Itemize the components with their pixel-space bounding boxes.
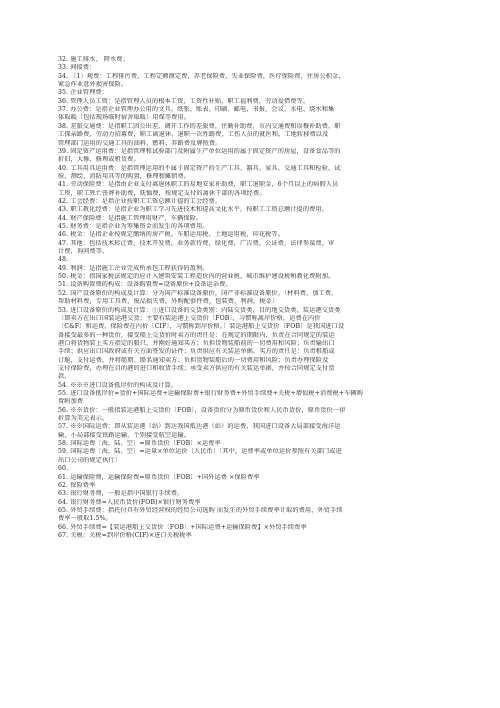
text-line: 41. 劳动保险费：是指由企业支付离退休职工的易地安家补助费，职工退职金，6个月以上的病假人员 bbox=[58, 181, 339, 189]
text-line: 49. 利润：是指施工企业完成所承包工程获得的盈利。 bbox=[58, 264, 209, 272]
text-line: 46. 税金：是指企业按规定缴纳的房产税、车船运用税、土地运用税、印花税等。 bbox=[58, 231, 284, 239]
text-line: 工资，职工死亡丧葬补助费，抚恤费，按规定支付的离休干部的各项经费。 bbox=[58, 189, 266, 197]
text-line: 51. 设备购置费的构成：设备购置费=设备原价+设备运杂费。 bbox=[58, 281, 232, 289]
text-line: 〔C&F〕和运费，保险费在内价〔CIF〕，习惯称到岸价格。〕装运港船上交货价〔FOB〕是我国进口设 bbox=[58, 323, 345, 331]
text-line: 43. 职工教化经费：是指企业为职工学习先进技术和提高文化水平，按职工工资总额计提的费用。 bbox=[58, 206, 328, 214]
text-line: 60. bbox=[58, 465, 69, 473]
text-line: 58. 国际运费〔海、陆、空〕=原币货价〔FOB〕×运费率 bbox=[58, 440, 221, 448]
text-line: 管理部门运用的交通工具的油料、燃料、养路费及牌照费。 bbox=[58, 139, 222, 147]
text-line: 港口将货物装上买方指定的船只，并刚好通知买方；负担货物装船前的一切费用和风险；负责输出口 bbox=[58, 339, 335, 347]
text-line: 54. ※※※进口设备抵岸价的构成及计算。 bbox=[58, 381, 178, 389]
text-line: 52. 国产设备原价的构成及计算：分为国产标准设备原价，国产非标准设备原价。〔材料费，加工费， bbox=[58, 289, 338, 297]
text-line: 35. 企业管理费： bbox=[58, 89, 108, 97]
text-line: 紧急作业意外损害保险。 bbox=[58, 81, 128, 89]
text-line: 56. ※※货价：一般指装运港船上交货价〔FOB〕，设备货价分为原币货价和人民币货价，原币货价一律 bbox=[58, 406, 346, 414]
text-line: 验、测绘，消防用具等的购置，修理和摊销费。 bbox=[58, 172, 191, 180]
text-line: 输，小局部接受铁路运输，个别接受航空运输。 bbox=[58, 431, 191, 439]
text-line: 44. 财产保险费：是指施工管理用财产、车辆保险。 bbox=[58, 214, 203, 222]
text-line: 〔即卖方在出口国装运港交货；主要有装运港上交货价〔FOB〕，习惯称离岸价格，运费在内价 bbox=[58, 314, 321, 322]
text-line: 53. 进口设备原价的构成及计算：①进口设备的交货类别：内陆交货类，目的地交货类，装运港交货类 bbox=[58, 306, 341, 314]
text-line: 计费，询问费等。 bbox=[58, 248, 109, 256]
text-line: 备接受最多的一种货价，接受船上交货价时卖方的责任是：在规定的期限内，负责在合同规定的装运 bbox=[58, 331, 335, 339]
text-line: 57. ※※国际运费：即从装运港（站）到达我国抵达港（站）的运费，我国进口设备大局部接受海洋运 bbox=[58, 423, 341, 431]
text-line: 61. 运输保险费，运输保险费=原币货价〔FOB〕+国外运费 ×保险费率 bbox=[58, 473, 260, 481]
text-line: 67. 关税：关税=到岸价格(CIF)×进口关税税率 bbox=[58, 531, 192, 539]
text-line: 38. 差旅交通费：是指职工因公出差、调开工作的差旅费，住勤补助费，市内交通费和误餐补助费，职 bbox=[58, 122, 341, 130]
text-line: 折旧，大修，修理或租赁费。 bbox=[58, 156, 140, 164]
text-line: 48. bbox=[58, 256, 69, 264]
text-line: 40. 工具用具运用费：是指管理运用的不属于固定资产的生产工具、器具、家具、交通工具和检验，试 bbox=[58, 164, 341, 172]
text-line: 手续；供应出口国政府或有关方面签发的证件；负责供应有关装运单据。买方的责任是：负责租船或 bbox=[58, 348, 335, 356]
text-line: 帮助材料费，专用工具费，废品损失费，外购配套件费，包装费，利润，税金〕 bbox=[58, 298, 279, 306]
text-line: 42. 工会经费：是指企业按职工工资总额计提的工会经费。 bbox=[58, 197, 222, 205]
text-line: 47. 其他：包括技术转让费，技术开发费，业务款待费，绿化费，广告费，公证费，法律参谋费，审 bbox=[58, 239, 335, 247]
text-line: 折算为美元表示。 bbox=[58, 415, 109, 423]
text-line: 订舱，支付运费，并将船期、船名通知卖方；负担货物装船后的一切费用和风险；负责办理保险及 bbox=[58, 356, 329, 364]
text-line: 64. 银行财务费=人民币货价(FOB)×银行财务费率 bbox=[58, 498, 201, 506]
text-line: 39. 固定资产运用费：是指管理和试验部门及附属生产单位运用的属于固定资产的房屋，设备食品等的 bbox=[58, 147, 341, 155]
text-line: 出口公司的规定执行〕 bbox=[58, 456, 121, 464]
text-line: 59. 国际运费〔海、陆、空〕=运量×单位运价〔人民币〕〔其中，运费率或单位运价参照有关部门或进 bbox=[58, 448, 342, 456]
text-line: 36. 管理人员工资：是指管理人员的根本工资，工资性补贴，职工福利费，劳动爱惜费等。 bbox=[58, 97, 310, 105]
text-line: 66. 外贸手续费=【装运港船上交货价〔FOB〕+国际运费+运输保险费】×外贸手续费率 bbox=[58, 523, 307, 531]
text-line: 34. 〔1〕规费：工程排污费，工程定额测定费，养老保险费，失业保险费，医疗保险费，住房公积金， bbox=[58, 72, 345, 80]
text-line: 支付保险费，办理在目的港的进口和收货手续；承受卖方供应的有关装运单据，并按合同规定支付货 bbox=[58, 364, 335, 372]
text-line: 费率一般取1.5%。 bbox=[58, 515, 112, 523]
text-line: 体取暖〔包括现场临时宿舍取暖〕用煤等费用。 bbox=[58, 114, 191, 122]
text-line: 62. 保险费率 bbox=[58, 481, 96, 489]
text-line: 63. 银行财务费，一般是指中国银行手续费。 bbox=[58, 490, 184, 498]
text-line: 65. 外贸手续费：指托付具有外贸经营权的经贸公司选购 而发生的外贸手续费率计取的费用，外贸手续 bbox=[58, 506, 343, 514]
text-line: 工探亲路费，劳动力招募费，职工离退休、退职一次性路费，工伤人员的就医和，工地转移费以及 bbox=[58, 131, 329, 139]
text-line: 置附加费 bbox=[58, 398, 84, 406]
text-line: 款。 bbox=[58, 373, 71, 381]
text-line: 50. 税金：指国家税法规定的应计入建筑安装工程造价内的营业税，城市维护建设税和教化费附加。 bbox=[58, 273, 335, 281]
text-line: 37. 办公费：是指企业管理办公用的文具、纸张、账表、印刷、邮电、书报、会议、水电、烧水和集 bbox=[58, 106, 335, 114]
text-line: 32. 施工排水、 降水费； bbox=[58, 56, 129, 63]
text-line: 45. 财务费：是指企业为筹集资金而发生的各项费用。 bbox=[58, 223, 209, 230]
text-line: 33. 间接费： bbox=[58, 64, 96, 72]
text-line: 55. 进口设备抵岸价=货价+国际运费+运输保险费+银行财务费+外贸手续费+关税+增值税+消费税+车辆购 bbox=[58, 390, 363, 397]
